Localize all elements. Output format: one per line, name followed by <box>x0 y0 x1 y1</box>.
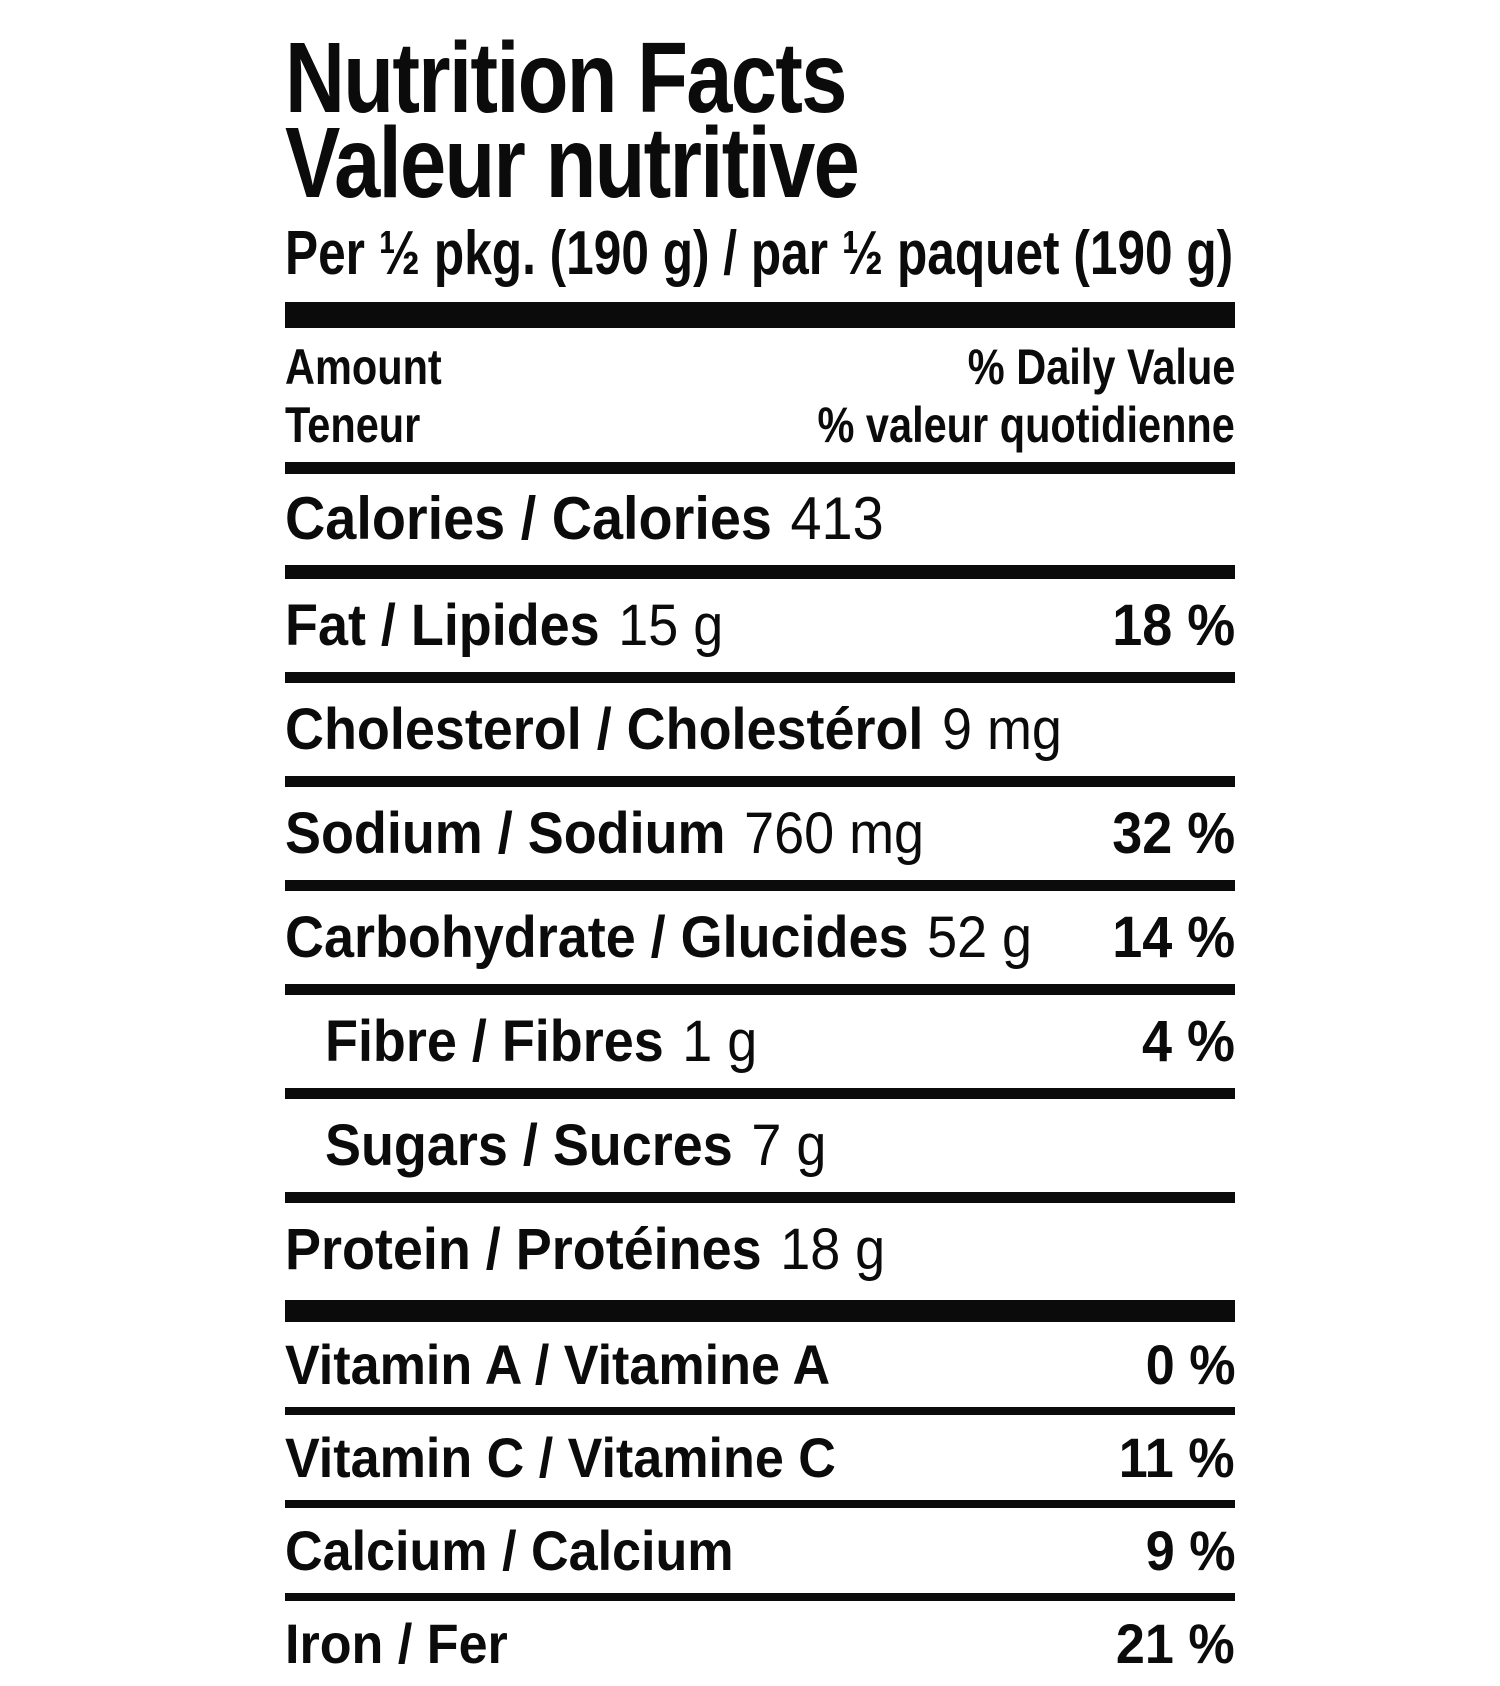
amount-header <box>285 338 474 454</box>
divider <box>285 565 1235 579</box>
nutrient-dv: 18 % <box>1112 593 1235 658</box>
nutrient-name: Sugars / Sucres <box>325 1113 733 1178</box>
nutrient-row-protein <box>285 1203 1235 1296</box>
nutrient-name-amount <box>285 800 972 867</box>
nutrient-dv: 14 % <box>1112 905 1235 970</box>
calories-name: Calories / Calories <box>285 485 772 552</box>
calories-name-amount <box>285 484 929 553</box>
serving-size-line <box>285 219 1235 288</box>
nutrient-row-sodium <box>285 787 1235 880</box>
title-french-text: Valeur nutritive <box>285 107 859 219</box>
title-english-text: Nutrition Facts <box>285 22 846 134</box>
calories-amount: 413 <box>790 485 884 552</box>
nutrient-row-carbohydrate <box>285 891 1235 984</box>
nutrient-name-amount <box>325 1008 790 1075</box>
nutrient-amount: 1 g <box>682 1009 758 1074</box>
amount-header-fr: Teneur <box>285 397 421 453</box>
nutrient-amount: 7 g <box>751 1113 827 1178</box>
micronutrient-name: Calcium / Calcium <box>285 1519 734 1582</box>
title-french <box>285 107 1235 219</box>
nutrient-name-amount <box>325 1112 864 1179</box>
divider-thick-middle <box>285 1300 1235 1322</box>
divider <box>285 462 1235 474</box>
divider <box>285 1192 1235 1203</box>
micronutrient-row-vitamin-a <box>285 1322 1235 1407</box>
nutrient-row-sugars <box>285 1099 1235 1192</box>
column-header-row <box>285 328 1235 462</box>
micronutrient-dv: 9 % <box>1145 1519 1235 1582</box>
divider <box>285 1407 1235 1415</box>
calories-row <box>285 474 1235 565</box>
divider <box>285 880 1235 891</box>
micronutrient-row-iron <box>285 1601 1235 1686</box>
micronutrient-name: Iron / Fer <box>285 1612 508 1675</box>
serving-size-text: Per ½ pkg. (190 g) / par ½ paquet (190 g) <box>285 219 1234 288</box>
nutrient-row-fibre <box>285 995 1235 1088</box>
nutrient-amount: 18 g <box>780 1217 886 1282</box>
divider <box>285 776 1235 787</box>
divider-thick-top <box>285 302 1235 328</box>
nutrient-row-cholesterol <box>285 683 1235 776</box>
nutrient-name: Cholesterol / Cholestérol <box>285 697 924 762</box>
divider <box>285 1088 1235 1099</box>
nutrient-name: Fibre / Fibres <box>325 1009 664 1074</box>
nutrient-name-amount <box>285 904 1088 971</box>
nutrient-name-amount <box>285 696 1120 763</box>
divider <box>285 984 1235 995</box>
daily-value-header <box>732 338 1235 454</box>
daily-value-header-en: % Daily Value <box>967 339 1235 395</box>
micronutrient-name: Vitamin C / Vitamine C <box>285 1426 836 1489</box>
divider <box>285 672 1235 683</box>
nutrient-amount: 760 mg <box>744 801 925 866</box>
divider <box>285 1593 1235 1601</box>
nutrient-name-amount <box>285 592 756 659</box>
daily-value-header-fr: % valeur quotidienne <box>817 397 1235 453</box>
micronutrient-row-vitamin-c <box>285 1415 1235 1500</box>
nutrition-facts-label <box>285 22 1235 1686</box>
nutrient-amount: 15 g <box>618 593 724 658</box>
micronutrient-dv: 21 % <box>1116 1612 1235 1675</box>
micronutrient-name: Vitamin A / Vitamine A <box>285 1333 831 1396</box>
nutrient-name-amount <box>285 1216 930 1283</box>
nutrient-amount: 52 g <box>927 905 1033 970</box>
nutrient-dv: 32 % <box>1112 801 1235 866</box>
micronutrient-dv: 0 % <box>1145 1333 1235 1396</box>
micronutrient-dv: 11 % <box>1119 1426 1235 1489</box>
nutrient-name: Sodium / Sodium <box>285 801 726 866</box>
micronutrient-row-calcium <box>285 1508 1235 1593</box>
nutrient-name: Carbohydrate / Glucides <box>285 905 909 970</box>
nutrient-name: Fat / Lipides <box>285 593 600 658</box>
divider <box>285 1500 1235 1508</box>
nutrient-amount: 9 mg <box>942 697 1062 762</box>
nutrient-name: Protein / Protéines <box>285 1217 762 1282</box>
nutrient-row-fat <box>285 579 1235 672</box>
amount-header-en: Amount <box>285 339 442 395</box>
nutrient-dv: 4 % <box>1142 1009 1235 1074</box>
